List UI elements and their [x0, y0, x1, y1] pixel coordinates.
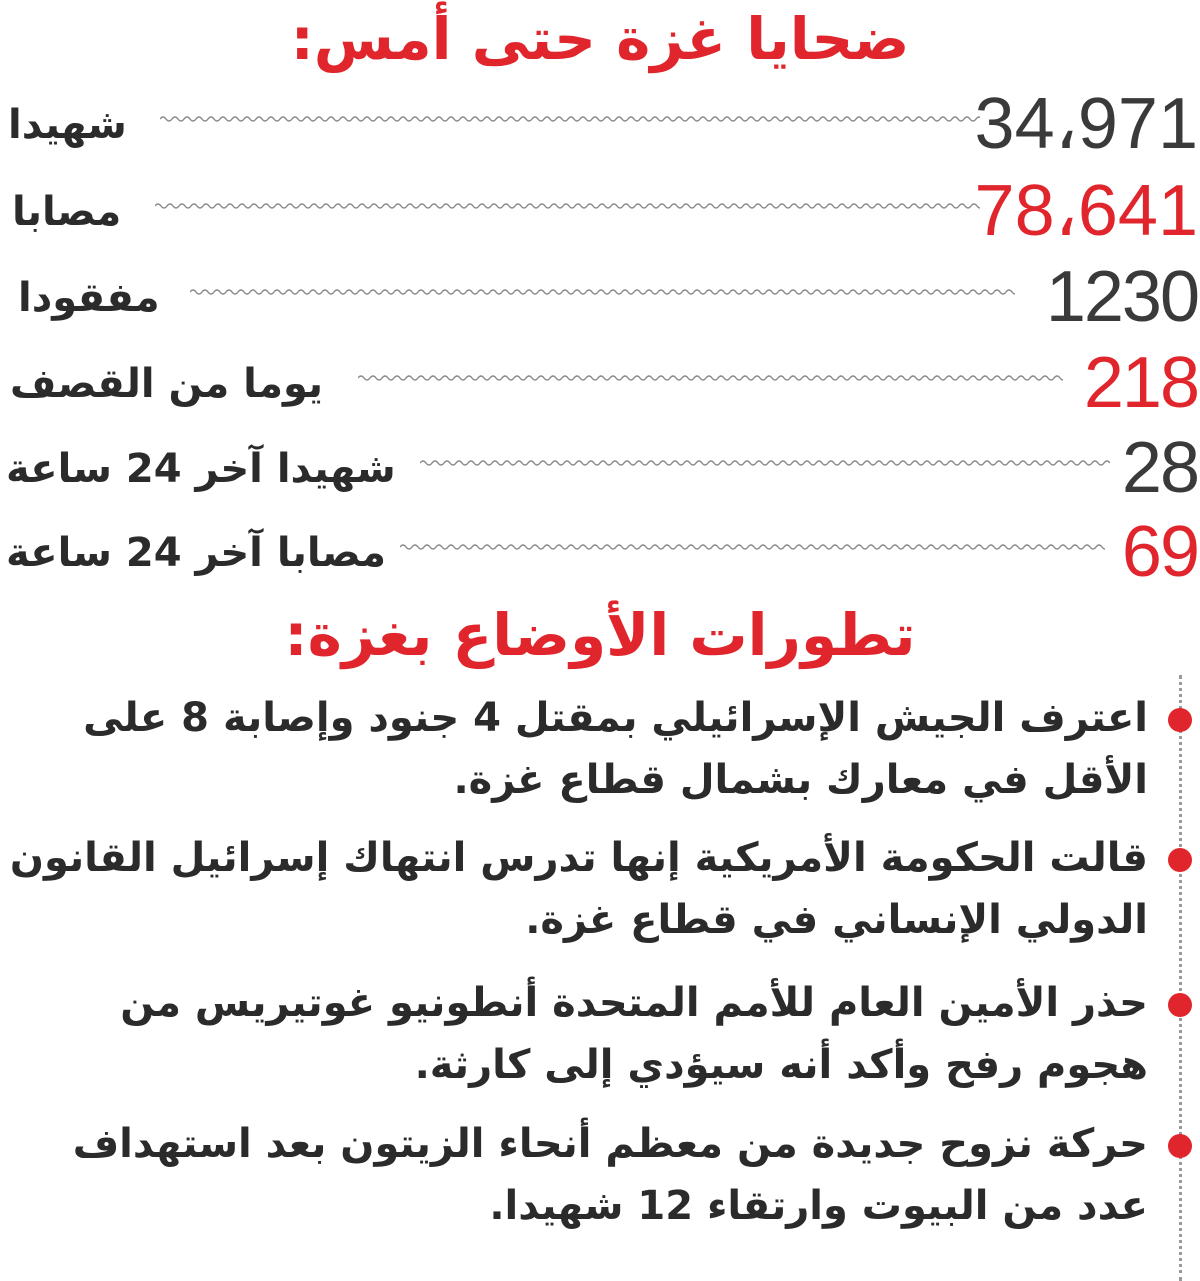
bullet-dot-icon: [1168, 708, 1192, 732]
casualties-title: ضحايا غزة حتى أمس:: [290, 5, 910, 73]
squiggle-divider: [400, 540, 1105, 554]
stat-label: يوما من القصف: [10, 361, 324, 407]
stat-number: 1230: [1045, 257, 1198, 337]
development-text: قالت الحكومة الأمريكية إنها تدرس انتهاك إسرائيل القانون الدولي الإنساني في قطاع غزة.: [9, 835, 1148, 943]
squiggle-divider: [420, 456, 1110, 470]
stat-number: 34،971: [974, 84, 1198, 164]
squiggle-divider: [190, 285, 1015, 299]
stat-number: 218: [1083, 343, 1198, 423]
developments-title: تطورات الأوضاع بغزة:: [284, 601, 916, 669]
timeline-dotted-line: [1179, 675, 1182, 1281]
squiggle-divider: [358, 371, 1063, 385]
stat-row-days: [0, 341, 1200, 425]
development-text: حركة نزوح جديدة من معظم أنحاء الزيتون بعد استهداف عدد من البيوت وارتقاء 12 شهيدا.: [72, 1121, 1148, 1229]
bullet-dot-icon: [1168, 993, 1192, 1017]
stat-row-martyrs: [0, 82, 1200, 166]
stat-label: مصابا: [12, 189, 122, 235]
stat-label: مفقودا: [18, 275, 160, 321]
stat-label: شهيدا: [8, 102, 127, 148]
bullet-dot-icon: [1168, 848, 1192, 872]
stat-row-martyrs-24h: [0, 426, 1200, 510]
stat-number: 28: [1121, 428, 1198, 508]
development-text: اعترف الجيش الإسرائيلي بمقتل 4 جنود وإصابة 8 على الأقل في معارك بشمال قطاع غزة.: [83, 695, 1148, 803]
development-text: حذر الأمين العام للأمم المتحدة أنطونيو غوتيريس من هجوم رفح وأكد أنه سيؤدي إلى كارثة.: [120, 980, 1148, 1088]
stat-row-missing: [0, 255, 1200, 339]
stat-row-injured-24h: [0, 510, 1200, 594]
bullet-dot-icon: [1168, 1134, 1192, 1158]
stat-row-injured: [0, 169, 1200, 253]
squiggle-divider: [160, 112, 980, 126]
stat-number: 78،641: [974, 171, 1198, 251]
stat-label: شهيدا آخر 24 ساعة: [6, 446, 396, 492]
stat-number: 69: [1121, 512, 1198, 592]
squiggle-divider: [155, 199, 980, 213]
developments-list: [0, 675, 1200, 1281]
stat-label: مصابا آخر 24 ساعة: [6, 530, 387, 576]
